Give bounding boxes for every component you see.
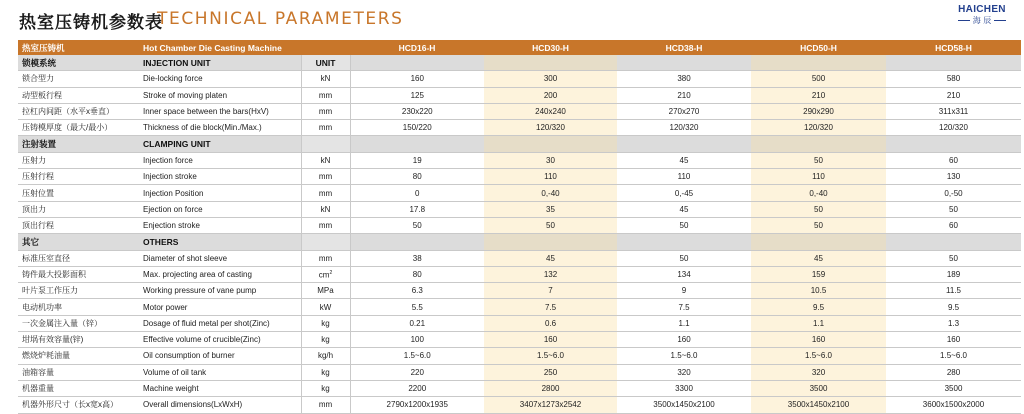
param-value: 110 [751, 169, 886, 185]
param-value: 160 [617, 332, 751, 348]
param-value: 210 [886, 87, 1021, 103]
param-name-en: Injection force [138, 152, 301, 168]
param-value: 2200 [350, 380, 484, 396]
table-row [18, 87, 1021, 103]
param-value: 130 [886, 169, 1021, 185]
param-unit [301, 364, 350, 380]
param-value [751, 234, 886, 250]
param-name-cn: 其它 [18, 234, 138, 250]
param-name-en: OTHERS [138, 234, 301, 250]
param-value: 300 [484, 71, 617, 87]
header-model: HCD30-H [484, 40, 617, 55]
param-unit [301, 397, 350, 413]
header-model: HCD38-H [617, 40, 751, 55]
param-name-en: CLAMPING UNIT [138, 136, 301, 152]
param-value [350, 55, 484, 71]
param-value: 1.5~6.0 [751, 348, 886, 364]
param-name-cn: 燃烧炉耗油量 [18, 348, 138, 364]
param-name-en: Oil consumption of burner [138, 348, 301, 364]
param-value: 320 [617, 364, 751, 380]
param-value: 0.21 [350, 315, 484, 331]
param-name-cn: 压射行程 [18, 169, 138, 185]
table-row [18, 120, 1021, 136]
param-value: 50 [751, 152, 886, 168]
table-row [18, 217, 1021, 233]
param-name-en: Thickness of die block(Min./Max.) [138, 120, 301, 136]
param-value: 100 [350, 332, 484, 348]
param-value: 270x270 [617, 103, 751, 119]
param-value [484, 55, 617, 71]
param-value: 189 [886, 266, 1021, 282]
param-name-en: Dosage of fluid metal per shot(Zinc) [138, 315, 301, 331]
param-value: 45 [751, 250, 886, 266]
param-name-en: Machine weight [138, 380, 301, 396]
param-value: 120/320 [886, 120, 1021, 136]
section-row [18, 136, 1021, 152]
unit-text: mm [318, 221, 333, 231]
param-value: 580 [886, 71, 1021, 87]
table-row [18, 315, 1021, 331]
param-value: 290x290 [751, 103, 886, 119]
param-unit [301, 266, 350, 282]
section-row [18, 234, 1021, 250]
param-value: 125 [350, 87, 484, 103]
param-name-en: Ejection on force [138, 201, 301, 217]
table-header-row [18, 40, 1021, 55]
page-title-english: TECHNICAL PARAMETERS [157, 9, 404, 29]
unit-text: mm [318, 400, 333, 410]
param-name-cn: 电动机功率 [18, 299, 138, 315]
header-cell-en: Hot Chamber Die Casting Machine [138, 40, 301, 55]
param-value: 0,-50 [886, 185, 1021, 201]
param-name-cn: 铸件最大投影面积 [18, 266, 138, 282]
unit-text: kN [320, 74, 331, 84]
param-value: 80 [350, 169, 484, 185]
param-value: 311x311 [886, 103, 1021, 119]
table-row [18, 332, 1021, 348]
param-name-cn: 一次金属注入量（锌） [18, 315, 138, 331]
param-value [886, 136, 1021, 152]
table-row [18, 185, 1021, 201]
param-value [350, 136, 484, 152]
param-value: 3300 [617, 380, 751, 396]
param-value: 7 [484, 283, 617, 299]
param-unit [301, 283, 350, 299]
page-title-chinese: 热室压铸机参数表 [19, 13, 163, 33]
param-value: 3500 [751, 380, 886, 396]
param-value [751, 136, 886, 152]
param-name-en: INJECTION UNIT [138, 55, 301, 71]
param-value: 3600x1500x2000 [886, 397, 1021, 413]
param-unit [301, 315, 350, 331]
param-unit [301, 120, 350, 136]
table-row [18, 283, 1021, 299]
param-name-en: Stroke of moving platen [138, 87, 301, 103]
table-row [18, 201, 1021, 217]
header-model: HCD16-H [350, 40, 484, 55]
param-name-en: Max. projecting area of casting [138, 266, 301, 282]
param-name-cn: 顶出力 [18, 201, 138, 217]
param-value: 60 [886, 152, 1021, 168]
param-value: 35 [484, 201, 617, 217]
table-row [18, 169, 1021, 185]
param-value: 30 [484, 152, 617, 168]
unit-text: kg [321, 367, 330, 377]
param-value: 160 [350, 71, 484, 87]
header-cell-unit [301, 40, 350, 55]
param-value: 50 [484, 217, 617, 233]
table-row [18, 348, 1021, 364]
unit-text: kW [319, 302, 332, 312]
param-value: 120/320 [751, 120, 886, 136]
param-value: 160 [751, 332, 886, 348]
logo-wordmark: HAICHEN [958, 4, 1006, 15]
param-name-cn: 锁合型力 [18, 71, 138, 87]
param-unit [301, 234, 350, 250]
param-value: 159 [751, 266, 886, 282]
param-value: 50 [751, 201, 886, 217]
param-value: 1.1 [617, 315, 751, 331]
table-row [18, 250, 1021, 266]
param-value: 380 [617, 71, 751, 87]
param-value: 3500x1450x2100 [751, 397, 886, 413]
param-value: 250 [484, 364, 617, 380]
param-value: 19 [350, 152, 484, 168]
header-model: HCD50-H [751, 40, 886, 55]
param-name-en: Injection stroke [138, 169, 301, 185]
param-name-cn: 坩埚有效容量(锌) [18, 332, 138, 348]
param-value [617, 55, 751, 71]
param-name-en: Inner space between the bars(HxV) [138, 103, 301, 119]
param-value [886, 55, 1021, 71]
param-value: 45 [617, 152, 751, 168]
param-value: 80 [350, 266, 484, 282]
param-value: 11.5 [886, 283, 1021, 299]
param-value: 3500 [886, 380, 1021, 396]
param-unit [301, 217, 350, 233]
param-value: 7.5 [484, 299, 617, 315]
param-value: 110 [484, 169, 617, 185]
param-value: 160 [484, 332, 617, 348]
param-value: 220 [350, 364, 484, 380]
param-value: 1.1 [751, 315, 886, 331]
param-value: 1.5~6.0 [484, 348, 617, 364]
param-unit [301, 103, 350, 119]
param-value: 0 [350, 185, 484, 201]
param-value: 50 [617, 217, 751, 233]
param-unit [301, 348, 350, 364]
table-row [18, 380, 1021, 396]
param-name-en: Diameter of shot sleeve [138, 250, 301, 266]
param-value: 3500x1450x2100 [617, 397, 751, 413]
unit-text: kg [321, 384, 330, 394]
param-name-cn: 标准压室直径 [18, 250, 138, 266]
unit-text: mm [318, 90, 333, 100]
unit-text: kg [321, 318, 330, 328]
param-value: 45 [617, 201, 751, 217]
page-header [0, 0, 1024, 38]
table-row [18, 299, 1021, 315]
param-value: 6.3 [350, 283, 484, 299]
table-row [18, 266, 1021, 282]
param-name-cn: 顶出行程 [18, 217, 138, 233]
param-value: 45 [484, 250, 617, 266]
param-value: 17.8 [350, 201, 484, 217]
logo-subtext: 海 辰 [946, 16, 1018, 25]
param-name-en: Die-locking force [138, 71, 301, 87]
param-unit [301, 201, 350, 217]
param-unit [301, 152, 350, 168]
param-value: 3407x1273x2542 [484, 397, 617, 413]
param-unit [301, 71, 350, 87]
header-cell-cn: 热室压铸机 [18, 40, 138, 55]
param-name-cn: 油箱容量 [18, 364, 138, 380]
param-value: 50 [751, 217, 886, 233]
param-value: 210 [751, 87, 886, 103]
param-unit [301, 332, 350, 348]
param-unit [301, 55, 350, 71]
param-value: 200 [484, 87, 617, 103]
param-name-cn: 机器外形尺寸（长x宽x高） [18, 397, 138, 413]
param-unit [301, 136, 350, 152]
param-value: 2790x1200x1935 [350, 397, 484, 413]
param-value: 120/320 [484, 120, 617, 136]
table-row [18, 103, 1021, 119]
param-name-en: Overall dimensions(LxWxH) [138, 397, 301, 413]
unit-text: kg [321, 335, 330, 345]
param-value: 50 [886, 201, 1021, 217]
param-unit [301, 185, 350, 201]
table-row [18, 71, 1021, 87]
unit-text: mm [318, 253, 333, 263]
param-value: 0,-40 [484, 185, 617, 201]
param-value: 9 [617, 283, 751, 299]
unit-text: MPa [317, 286, 334, 296]
table-body [18, 40, 1021, 413]
param-name-en: Enjection stroke [138, 217, 301, 233]
param-name-en: Effective volume of crucible(Zinc) [138, 332, 301, 348]
param-value: 132 [484, 266, 617, 282]
unit-superscript: 2 [329, 269, 333, 276]
unit-text: kg/h [317, 351, 334, 361]
header-model: HCD58-H [886, 40, 1021, 55]
param-value: 240x240 [484, 103, 617, 119]
param-unit [301, 250, 350, 266]
param-value: 50 [350, 217, 484, 233]
param-name-cn: 压射力 [18, 152, 138, 168]
unit-text: cm [318, 270, 330, 280]
param-value [886, 234, 1021, 250]
param-value [751, 55, 886, 71]
param-value: 9.5 [886, 299, 1021, 315]
param-value: 38 [350, 250, 484, 266]
param-value: 5.5 [350, 299, 484, 315]
table-row [18, 152, 1021, 168]
param-value: 10.5 [751, 283, 886, 299]
param-value [617, 136, 751, 152]
param-value: 230x220 [350, 103, 484, 119]
param-name-cn: 注射装置 [18, 136, 138, 152]
unit-text: mm [318, 107, 333, 117]
param-unit [301, 299, 350, 315]
param-value: 9.5 [751, 299, 886, 315]
param-unit [301, 169, 350, 185]
param-unit [301, 380, 350, 396]
unit-text: mm [318, 188, 333, 198]
param-value: 150/220 [350, 120, 484, 136]
param-value: 160 [886, 332, 1021, 348]
param-name-en: Volume of oil tank [138, 364, 301, 380]
param-value: 1.5~6.0 [617, 348, 751, 364]
param-value [350, 234, 484, 250]
param-name-cn: 动型板行程 [18, 87, 138, 103]
param-value [484, 234, 617, 250]
param-name-cn: 拉杠内间距（水平x垂直） [18, 103, 138, 119]
param-value: 134 [617, 266, 751, 282]
section-row [18, 55, 1021, 71]
param-value: 320 [751, 364, 886, 380]
param-value: 1.5~6.0 [350, 348, 484, 364]
unit-text: UNIT [315, 57, 336, 68]
parameters-table [18, 40, 1021, 414]
param-value: 280 [886, 364, 1021, 380]
param-value: 0.6 [484, 315, 617, 331]
param-value: 1.5~6.0 [886, 348, 1021, 364]
param-name-cn: 压铸模厚度（最大/最小） [18, 120, 138, 136]
param-value: 50 [617, 250, 751, 266]
param-name-en: Working pressure of vane pump [138, 283, 301, 299]
param-value: 110 [617, 169, 751, 185]
param-value: 60 [886, 217, 1021, 233]
unit-text: kN [320, 155, 331, 165]
param-value: 120/320 [617, 120, 751, 136]
param-value [484, 136, 617, 152]
table-row [18, 364, 1021, 380]
param-value: 50 [886, 250, 1021, 266]
param-name-en: Motor power [138, 299, 301, 315]
param-value: 500 [751, 71, 886, 87]
param-value: 7.5 [617, 299, 751, 315]
param-value: 0,-45 [617, 185, 751, 201]
param-value: 210 [617, 87, 751, 103]
param-value [617, 234, 751, 250]
param-name-en: Injection Position [138, 185, 301, 201]
unit-text: kN [320, 204, 331, 214]
param-value: 1.3 [886, 315, 1021, 331]
unit-text: mm [318, 123, 333, 133]
brand-logo [946, 4, 1018, 30]
param-name-cn: 锁模系统 [18, 55, 138, 71]
unit-text: mm [318, 172, 333, 182]
table-row [18, 397, 1021, 413]
param-value: 0,-40 [751, 185, 886, 201]
param-name-cn: 机器重量 [18, 380, 138, 396]
param-name-cn: 压射位置 [18, 185, 138, 201]
param-name-cn: 叶片泵工作压力 [18, 283, 138, 299]
param-unit [301, 87, 350, 103]
param-value: 2800 [484, 380, 617, 396]
